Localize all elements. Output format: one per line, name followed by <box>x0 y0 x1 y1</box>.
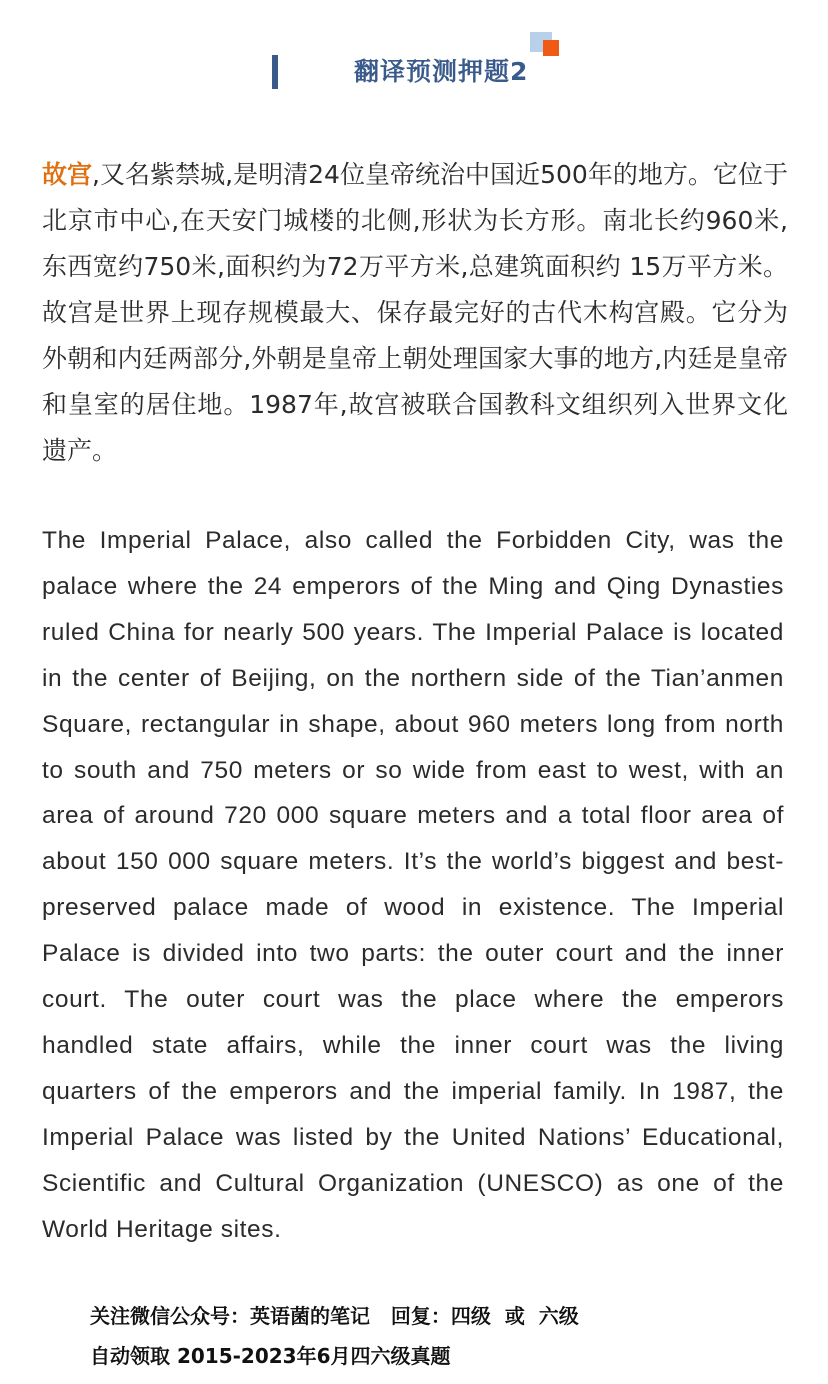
page-title: 翻译预测押题2 <box>354 57 529 86</box>
footer-line-follow: 关注微信公众号：英语菌的笔记 回复：四级 或 六级 <box>90 1304 579 1328</box>
chinese-paragraph <box>42 152 788 474</box>
header-accent-bar <box>272 55 278 89</box>
english-paragraph: The Imperial Palace, also called the Forbidden City, was the palace where the 24 emperors of the Ming and Qing Dynasties ruled China for nearly 500 years. The Imperial Palace is located in the center of Beijing, on the northern side of the Tian’anmen Square, rectangular in shape, about 960 meters long from north to south and 750 meters or so wide from east to west, with an area of around 720 000 square meters and a total floor area of about 150 000 square meters. It’s the world’s biggest and best-preserved palace made of wood in existence. The Imperial Palace is divided into two parts: the outer court and the inner court. The outer court was the place where the emperors handled state affairs, while the inner court was the living quarters of the emperors and the imperial family. In 1987, the Imperial Palace was listed by the United Nations’ Educational, Scientific and Cultural Organization (UNESCO) as one of the World Heritage sites. <box>42 527 784 1243</box>
footer-promo <box>90 1296 790 1376</box>
footer-line-claim: 自动领取 2015-2023年6月四六级真题 <box>90 1344 451 1368</box>
chinese-highlight-term: 故宫 <box>42 160 93 189</box>
section-header <box>0 28 828 108</box>
chinese-paragraph-text: ,又名紫禁城,是明清24位皇帝统治中国近500年的地方。它位于北京市中心,在天安门城楼的北侧,形状为长方形。南北长约960米,东西宽约750米,面积约为72万平方米,总建筑面积约 15万平方米。故宫是世界上现存规模最大、保存最完好的古代木构宫殿。它分为外朝和内廷两部分,外朝是皇帝上朝处理国家大事的地方,内廷是皇帝和皇室的居住地。1987年,故宫被联合国教科文组织列入世界文化遗产。 <box>42 160 788 465</box>
decor-square-orange-icon <box>543 40 559 56</box>
